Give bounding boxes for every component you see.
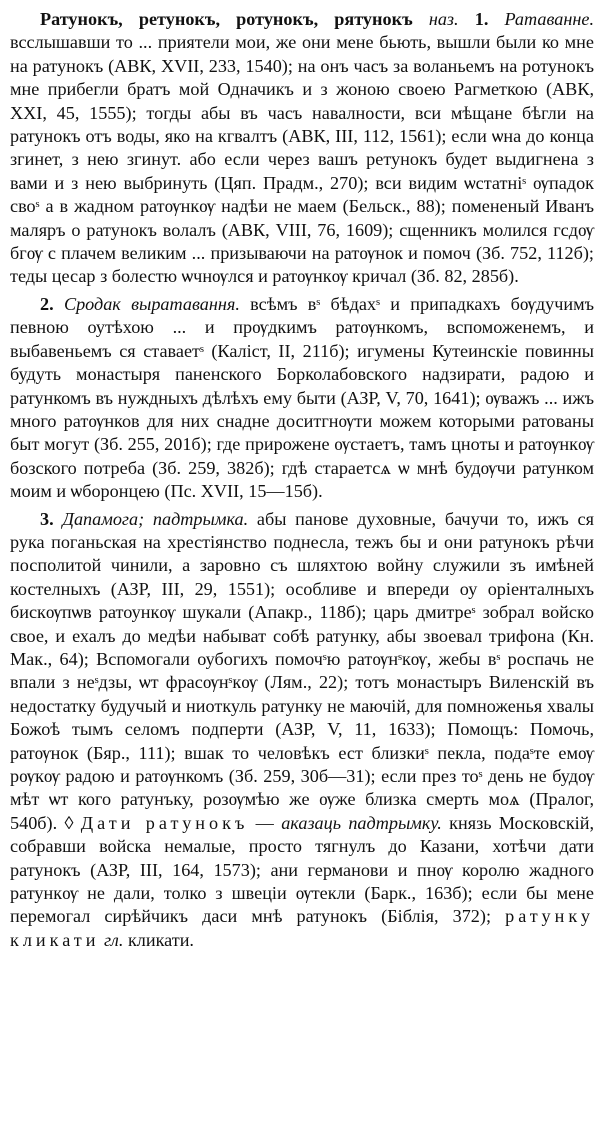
sense-3-text: абы панове духовные, бачучи то, ижъ ся рука поганьская на хрестіянство поднесла, тежъ бы и они ратунокъ рѣчи посполитой чинили, а заровно съ шляхтою войну служили зъ имѣней костелныхъ (АЗР, III, 29, 1551); особливе и впереди оу оріенталныхъ бискѹпѡв ратоункѹ шукали (Апакр., 118б); царь дмитреˢ зобрал войско свое, и ехалъ до медѣи набыват собѣ ратунку, абы звоевал трифона (Кн. Мак., 64); Вспомогали оубогихъ помочˢю ратѹнˢкѹ, жебы вˢ роспачь не впали з неˢдзы, ѡт фрасѹнˢкѹ (Лям., 22); тотъ монастыръ Виленскій въ недостатку будучый и ниоткуль ратунку не маючій, для помноженья хвалы Божоѣ тымъ селомъ подперти (АЗР, V, 11, 1633); Помощъ: Помочь, ратѹнок (Бяр., 111); вшак то человѣкъ ест близкиˢ пекла, подаˢте емѹ рѹкѹ радою и ратѹнкомъ (Зб. 259, 30б—31); если през тоˢ день не будѹ мѣт ѡт кого ратунъку, розѹмѣю же ѹже близка смерть моѧ (Пралог, 540б). ◊ — [10, 508, 594, 833]
sense-1-paragraph — [10, 8, 594, 289]
sense-1-number: 1. — [474, 9, 489, 29]
sense-2-number: 2. — [40, 293, 54, 314]
phrase-1-dash: — — [248, 812, 282, 833]
sense-1-text: всслышавши то ... приятели мои, же они мене бьють, вышли были ко мне на ратунокъ (АВК, XVII, 233, 1540); на онъ часъ за воланьемъ на ротунокъ мне прибегли братъ мой Одначикъ и з жоною своею Рагметкою (АВК, XXI, 45, 1555); тогды абы въ часъ навалности, вси мѣщане бѣгли на ратунокъ отъ воды, яко на кгвалтъ (АВК, III, 112, 1561); если ѡна до конца згинет, з нею згинут. або если через вашъ ретунокъ будет выдигнена з вами и з нею выбринуть (Цяп. Прадм., 270); вси видим ѡстатнiˢ ѹпадок своˢ а в жадном ратѹнкѹ надѣи не маем (Бельск., 88); помененый Иванъ маляръ о ратунокъ волалъ (АВК, VIII, 76, 1609); сщенникъ молился гсдѹ бгѹ с плачем великим ... призываючи на ратѹнок и помоч (Зб. 752, 112б); теды цесар з болестю ѡчнѹлся и ратѹнкѹ кричал (Зб. 82, 285б). — [10, 32, 594, 287]
sense-2-text: всѣмъ вˢ бѣдахˢ и припадкахъ бѹдучимъ певною оутѣхою ... и прѹдкимъ ратѹнкомъ, вспоможенемъ, и выбавеньемъ ся ставаетˢ (Каліст, II, 211б); игумены Кутеинскіе повинны будуть монастыря паненского Борколабовского надзирати, радою и ратункомъ въ нуждныхъ дѣлѣхъ ему быти (АЗР, V, 70, 1641); ѹважъ ... ижъ много ратѹнков для них снадне доситгнѹти можем которыми ратованы быт могут (Зб. 255, 201б); где прирожене ѹстаетъ, тамъ цноты и ратѹнкѹ бозского потреба (Зб. 259, 382б); гдѣ стараетсѧ ѡ мнѣ будѹчи ратунком моим и ѡборонцею (Пс. XVII, 15—15б). — [10, 293, 594, 502]
sense-3-gloss: Дапамога; падтрымка. — [62, 508, 249, 529]
headword: Ратунокъ, ретунокъ, ротунокъ, рятунокъ — [40, 9, 413, 29]
sense-1-gloss: Ратаванне. — [504, 9, 594, 29]
sense-3-text-2: князь Московскій, собравши войска немалые, просто тягнулъ до Казани, хотѣчи дати ратунокъ (АЗР, III, 164, 1573); ани германови и пнѹ королю жадного ратункѹ не дали, толко з швецiи ѹтекли (Барк., 163б); если бы мене перемогал сирѣйчикъ даси мнѣ ратунокъ (Біблія, 372); — [10, 812, 594, 927]
phrase-1: Дати ратунокъ — [80, 812, 249, 833]
phrase-2-pos: гл. — [104, 929, 124, 950]
sense-3-paragraph — [10, 508, 594, 953]
phrase-2-gloss: кликати. — [123, 929, 194, 950]
sense-3-number: 3. — [40, 508, 54, 529]
part-of-speech: наз. — [428, 9, 459, 29]
sense-2-gloss: Сродак выратавання. — [63, 293, 240, 314]
phrase-2: ратунку кликати — [10, 906, 594, 950]
sense-2-paragraph — [10, 293, 594, 504]
phrase-1-gloss: аказаць падтрымку. — [281, 812, 442, 833]
